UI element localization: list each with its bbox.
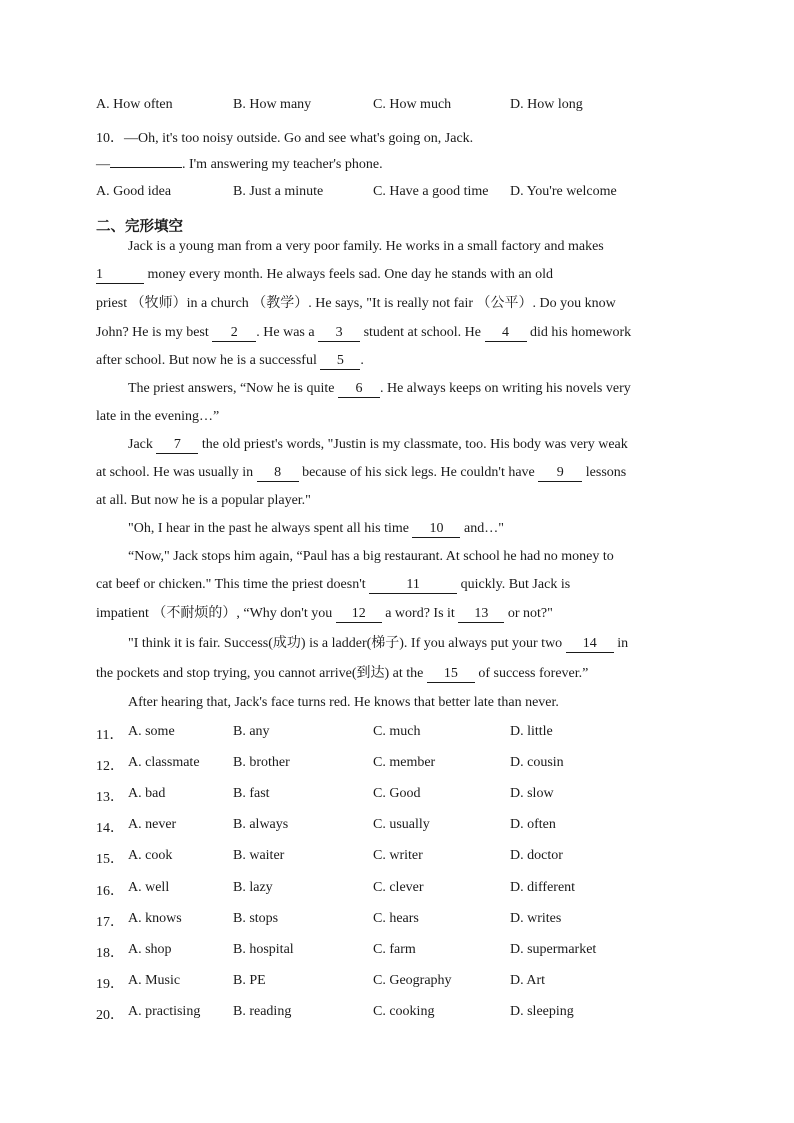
answer-option-d[interactable]: D. writes xyxy=(510,910,562,926)
answer-option-c[interactable]: C. farm xyxy=(373,941,416,957)
answer-option-b[interactable]: B. lazy xyxy=(233,879,273,895)
cloze-blank-4[interactable]: 4 xyxy=(485,325,527,342)
answer-option-c[interactable]: C. Geography xyxy=(373,972,452,988)
answer-option-a[interactable]: A. some xyxy=(128,724,175,739)
q10-option-c: C. Have a good time xyxy=(373,184,489,199)
answer-option-c[interactable]: C. cooking xyxy=(373,1003,435,1019)
answer-option-a[interactable]: A. Music xyxy=(128,972,181,988)
cloze-blank-1[interactable]: 1 xyxy=(96,267,144,284)
cloze-blank-15[interactable]: 15 xyxy=(427,666,475,683)
answer-option-a[interactable]: A. bad xyxy=(128,786,166,802)
question-row xyxy=(96,911,696,931)
cloze-passage xyxy=(96,233,696,717)
answer-option-b[interactable]: B. waiter xyxy=(233,848,285,864)
answer-option-b[interactable]: B. reading xyxy=(233,1003,292,1019)
question-row xyxy=(96,1004,696,1024)
question-number: 12． xyxy=(96,759,124,775)
q10-blank[interactable] xyxy=(110,167,182,168)
q10-options xyxy=(96,184,696,204)
q9-option-a: A. How often xyxy=(96,97,173,112)
passage-line: priest （牧师）in a church （教学）. He says, "It is really not fair （公平）. Do you know xyxy=(96,296,616,311)
answer-option-d[interactable]: D. sleeping xyxy=(510,1003,574,1019)
cloze-blank-14[interactable]: 14 xyxy=(566,636,614,653)
answer-option-a[interactable]: A. classmate xyxy=(128,755,200,771)
question-number: 13． xyxy=(96,790,124,806)
passage-line: "Oh, I hear in the past he always spent all his time 10 and…" xyxy=(128,521,504,536)
passage-line: The priest answers, “Now he is quite 6 . He always keeps on writing his novels very xyxy=(128,381,631,396)
q10-reply xyxy=(96,157,383,173)
passage-line: "I think it is fair. Success(成功) is a ladder(梯子). If you always put your two 14 in xyxy=(128,636,629,651)
question-row xyxy=(96,942,696,962)
q10-stem: 10．—Oh, it's too noisy outside. Go and see what's going on, Jack. xyxy=(96,131,474,146)
answer-option-c[interactable]: C. Good xyxy=(373,786,421,802)
answer-option-d[interactable]: D. different xyxy=(510,879,576,895)
cloze-blank-6[interactable]: 6 xyxy=(338,381,380,398)
q10-option-d: D. You're welcome xyxy=(510,184,617,199)
answer-option-b[interactable]: B. hospital xyxy=(233,941,294,957)
passage-line: late in the evening…” xyxy=(96,409,220,424)
answer-option-a[interactable]: A. never xyxy=(128,817,177,833)
question-number: 11． xyxy=(96,728,124,743)
cloze-blank-7[interactable]: 7 xyxy=(156,437,198,454)
answer-option-c[interactable]: C. writer xyxy=(373,848,423,864)
passage-line: Jack is a young man from a very poor family. He works in a small factory and makes xyxy=(128,239,604,254)
cloze-blank-8[interactable]: 8 xyxy=(257,465,299,482)
answer-option-a[interactable]: A. cook xyxy=(128,848,173,864)
question-row xyxy=(96,786,696,806)
answer-option-b[interactable]: B. any xyxy=(233,724,270,739)
question-row xyxy=(96,973,696,993)
answer-option-c[interactable]: C. usually xyxy=(373,817,430,833)
question-row xyxy=(96,848,696,868)
cloze-blank-5[interactable]: 5 xyxy=(320,353,360,370)
answer-option-c[interactable]: C. much xyxy=(373,724,421,739)
answer-option-b[interactable]: B. stops xyxy=(233,910,279,926)
answer-option-d[interactable]: D. supermarket xyxy=(510,941,597,957)
q9-option-c: C. How much xyxy=(373,97,452,112)
q9-option-b: B. How many xyxy=(233,97,312,112)
passage-line: after school. But now he is a successful 5 . xyxy=(96,353,364,368)
q10-option-a: A. Good idea xyxy=(96,184,172,199)
answer-option-d[interactable]: D. Art xyxy=(510,972,545,988)
cloze-blank-10[interactable]: 10 xyxy=(412,521,460,538)
passage-line: 1 money every month. He always feels sad. One day he stands with an old xyxy=(96,267,554,282)
q9-options xyxy=(96,97,696,117)
passage-line: impatient （不耐烦的）, “Why don't you 12 a word? Is it 13 or not?" xyxy=(96,606,553,621)
question-number: 17． xyxy=(96,914,124,930)
answer-option-d[interactable]: D. slow xyxy=(510,786,554,802)
question-number: 19． xyxy=(96,976,124,992)
question-number: 16． xyxy=(96,883,124,899)
answer-option-b[interactable]: B. brother xyxy=(233,755,290,771)
passage-line: the pockets and stop trying, you cannot arrive(到达) at the 15 of success forever.” xyxy=(96,666,589,681)
answer-option-b[interactable]: B. fast xyxy=(233,786,270,802)
answer-option-a[interactable]: A. knows xyxy=(128,910,182,926)
cloze-blank-11[interactable]: 11 xyxy=(369,577,457,594)
question-number: 20． xyxy=(96,1007,124,1023)
passage-line: at all. But now he is a popular player." xyxy=(96,493,311,508)
answer-option-a[interactable]: A. well xyxy=(128,879,170,895)
answer-option-c[interactable]: C. member xyxy=(373,755,436,771)
cloze-blank-9[interactable]: 9 xyxy=(538,465,582,482)
cloze-blank-13[interactable]: 13 xyxy=(458,606,504,623)
answer-option-a[interactable]: A. shop xyxy=(128,941,172,957)
answer-option-d[interactable]: D. doctor xyxy=(510,848,563,864)
passage-line: “Now," Jack stops him again, “Paul has a big restaurant. At school he had no money to xyxy=(128,549,614,564)
answer-option-c[interactable]: C. clever xyxy=(373,879,424,895)
answer-option-d[interactable]: D. little xyxy=(510,724,553,739)
question-number: 14． xyxy=(96,821,124,837)
passage-line: After hearing that, Jack's face turns red. He knows that better late than never. xyxy=(128,695,559,710)
passage-line: Jack 7 the old priest's words, "Justin is my classmate, too. His body was very weak xyxy=(128,437,628,452)
question-number: 15． xyxy=(96,852,124,868)
section-heading: 二、完形填空 xyxy=(96,219,183,235)
q10-dash: — xyxy=(96,157,110,172)
passage-line: at school. He was usually in 8 because of his sick legs. He couldn't have 9 lessons xyxy=(96,465,627,480)
question-row xyxy=(96,724,696,744)
question-number: 18． xyxy=(96,945,124,961)
answer-option-d[interactable]: D. cousin xyxy=(510,755,564,771)
question-row xyxy=(96,817,696,837)
q10-reply-text: . I'm answering my teacher's phone. xyxy=(182,157,383,172)
answer-option-b[interactable]: B. PE xyxy=(233,972,266,988)
answer-option-c[interactable]: C. hears xyxy=(373,910,419,926)
passage-line: John? He is my best 2 . He was a 3 student at school. He 4 did his homework xyxy=(96,325,632,340)
answer-option-b[interactable]: B. always xyxy=(233,817,289,833)
q10-option-b: B. Just a minute xyxy=(233,184,324,199)
passage-line: cat beef or chicken." This time the priest doesn't 11 quickly. But Jack is xyxy=(96,577,571,592)
question-row xyxy=(96,880,696,900)
q9-option-d: D. How long xyxy=(510,97,583,112)
question-row xyxy=(96,755,696,775)
cloze-blank-3[interactable]: 3 xyxy=(318,325,360,342)
answer-option-d[interactable]: D. often xyxy=(510,817,556,833)
cloze-blank-2[interactable]: 2 xyxy=(212,325,256,342)
cloze-blank-12[interactable]: 12 xyxy=(336,606,382,623)
answer-option-a[interactable]: A. practising xyxy=(128,1003,201,1019)
